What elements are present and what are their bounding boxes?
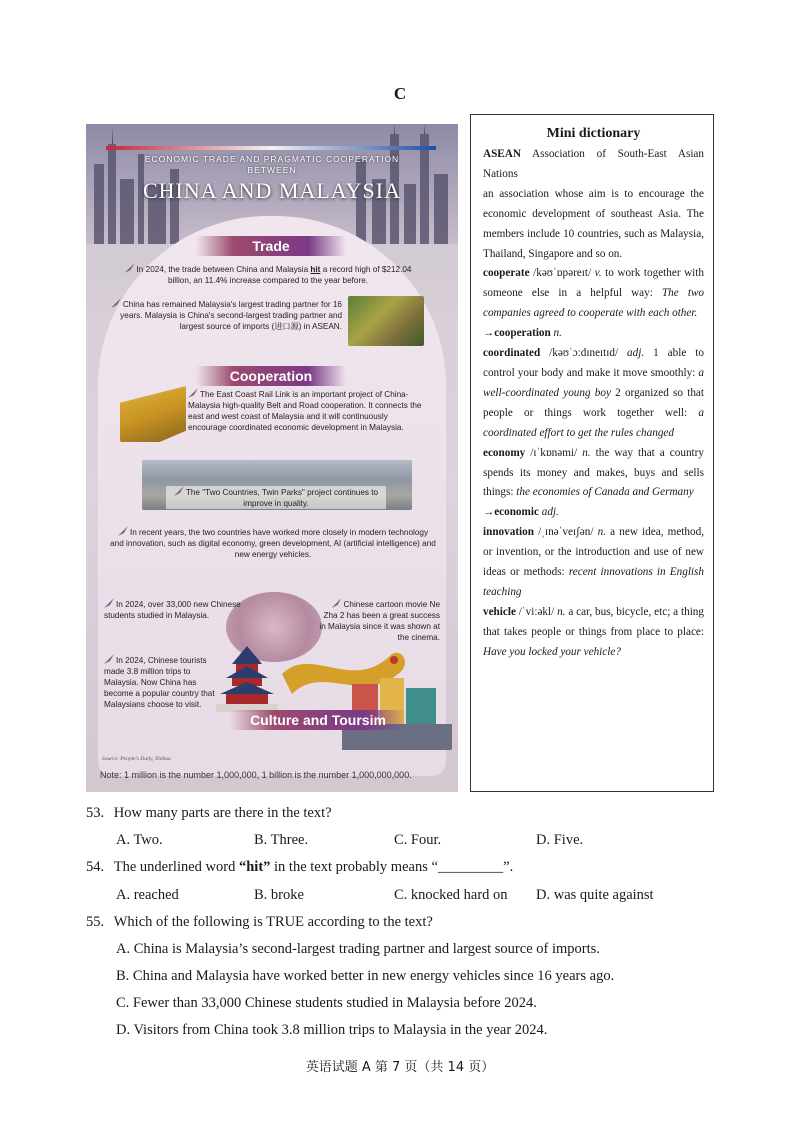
q53-option-a[interactable]: A. Two. [116, 832, 163, 848]
entry-coordinated: coordinated /kəʊˈɔːdɪneɪtɪd/ adj. 1 able to control your body and make it move smoothly: a well-coordinated young boy 2 organized so that people or things work together well: a coordinated effort to get the rules changed [483, 347, 704, 439]
feather-pen-icon [174, 486, 184, 496]
feather-pen-icon [332, 598, 342, 608]
question-stem: How many parts are there in the text? [113, 805, 332, 821]
poster-header [86, 154, 458, 204]
q55-option-d[interactable]: D. Visitors from China took 3.8 million trips to Malaysia in the year 2024. [116, 1022, 548, 1038]
dictionary-title: Mini dictionary [546, 126, 641, 141]
poster-title: CHINA AND MALAYSIA [143, 178, 401, 203]
feather-pen-icon [111, 298, 121, 308]
feather-pen-icon [104, 654, 114, 664]
entry-asean-description: an association whose aim is to encourage the economic development of southeast Asia. The members include 10 countries, such as Malaysia, Thailand, Singapore and so on. [483, 187, 704, 260]
durian-market-photo [348, 296, 424, 346]
hit-keyword: “hit” [238, 859, 271, 875]
cooperation-paragraph-2: The "Two Countries, Twin Parks" project continues to improve in quality. [166, 486, 386, 509]
number-note: Note: 1 million is the number 1,000,000, 1 billion is the number 1,000,000,000. [100, 770, 412, 780]
culture-paragraph-3: In 2024, Chinese tourists made 3.8 million trips to Malaysia. Now China has become a popular country that Malaysians choose to visit. [104, 656, 215, 709]
q55-option-a[interactable]: A. China is Malaysia’s second-largest trading partner and largest source of imports. [116, 941, 600, 957]
entry-asean: ASEAN Association of South-East Asian Nations [483, 148, 704, 180]
entry-economic: →economic adj. [483, 506, 559, 519]
q55-option-b[interactable]: B. China and Malaysia have worked better in new energy vehicles since 16 years ago. [116, 968, 615, 984]
question-stem: The underlined word “hit” in the text probably means “_________”. [113, 859, 514, 875]
q55-option-c[interactable]: C. Fewer than 33,000 Chinese students studied in Malaysia before 2024. [116, 995, 537, 1011]
feather-pen-icon [188, 388, 198, 398]
q54-option-c[interactable]: C. knocked hard on [394, 887, 508, 903]
cooperation-paragraph-3: In recent years, the two countries have worked more closely in modern technology and innovation, such as digital economy, green development, AI (artificial intelligence) and new energy vehicles. [110, 528, 436, 559]
feather-pen-icon [118, 526, 128, 536]
section-letter: C [393, 84, 407, 103]
q54-option-d[interactable]: D. was quite against [536, 887, 654, 903]
question-54 [86, 859, 513, 876]
entry-cooperate: cooperate /kəʊˈɒpəreɪt/ v. to work together with someone else in a helpful way: The two companies agreed to cooperate with each other. [483, 267, 704, 320]
question-53 [86, 805, 332, 822]
trade-heading: Trade [196, 236, 346, 256]
underlined-word-hit: hit [310, 265, 321, 274]
question-number: 55. [86, 914, 105, 930]
question-number: 53. [86, 805, 105, 821]
culture-paragraph-2: Chinese cartoon movie Ne Zha 2 has been a great success in Malaysia since it was shown at the cinema. [319, 600, 440, 642]
feather-pen-icon [125, 263, 135, 273]
infographic-poster [86, 124, 458, 792]
q53-option-c[interactable]: C. Four. [394, 832, 442, 848]
entry-economy: economy /ɪˈkɒnəmi/ n. the way that a country spends its money and makes, buys and sells things: the economies of Canada and Germany [483, 446, 704, 499]
source-credit: Source: People's Daily, Xinhua [102, 756, 171, 762]
trade-paragraph-1: In 2024, the trade between China and Malaysia hit a record high of $212.04 billion, an 11.4% increase compared to the year before. [118, 263, 418, 286]
entry-vehicle: vehicle /ˈviːəkl/ n. a car, bus, bicycle, etc; a thing that takes people or things from place to place: Have you locked your vehicle? [483, 605, 704, 658]
cooperation-paragraph-1: The East Coast Rail Link is an important project of China-Malaysia high-quality Belt and Road cooperation. It connects the east and west coast of Malaysia and it will continuously encourage coordinated economic development in Malaysia. [188, 390, 422, 432]
culture-tourism-heading: Culture and Toursim [230, 710, 406, 730]
red-blue-stripe [106, 146, 436, 150]
poster-subtitle: ECONOMIC TRADE AND PRAGMATIC COOPERATION [144, 154, 400, 164]
entry-innovation: innovation /ˌɪnəˈveɪʃən/ n. a new idea, method, or invention, or the introduction and use of new ideas or methods: recent innovations in English teaching [483, 526, 704, 598]
mini-dictionary [470, 114, 714, 792]
temple-of-heaven-icon [216, 646, 278, 712]
question-stem: Which of the following is TRUE according to the text? [113, 914, 433, 930]
question-55 [86, 914, 433, 931]
cooperation-heading: Cooperation [196, 366, 346, 386]
trade-paragraph-2: China has remained Malaysia's largest trading partner for 16 years. Malaysia is China's second-largest trading partner and largest source of imports (进口源) in ASEAN. [108, 298, 342, 332]
q54-option-a[interactable]: A. reached [116, 887, 179, 903]
culture-paragraph-1: In 2024, over 33,000 new Chinese students studied in Malaysia. [104, 600, 241, 620]
q54-option-b[interactable]: B. broke [254, 887, 304, 903]
q53-option-d[interactable]: D. Five. [536, 832, 584, 848]
q53-option-b[interactable]: B. Three. [254, 832, 309, 848]
entry-cooperation: →cooperation n. [483, 327, 562, 340]
question-number: 54. [86, 859, 105, 875]
page-footer: 英语试题 A 第 7 页（共 14 页） [305, 1060, 495, 1075]
poster-subtitle-between: BETWEEN [247, 165, 297, 175]
temple-and-dragon-image [202, 634, 452, 750]
feather-pen-icon [104, 598, 114, 608]
